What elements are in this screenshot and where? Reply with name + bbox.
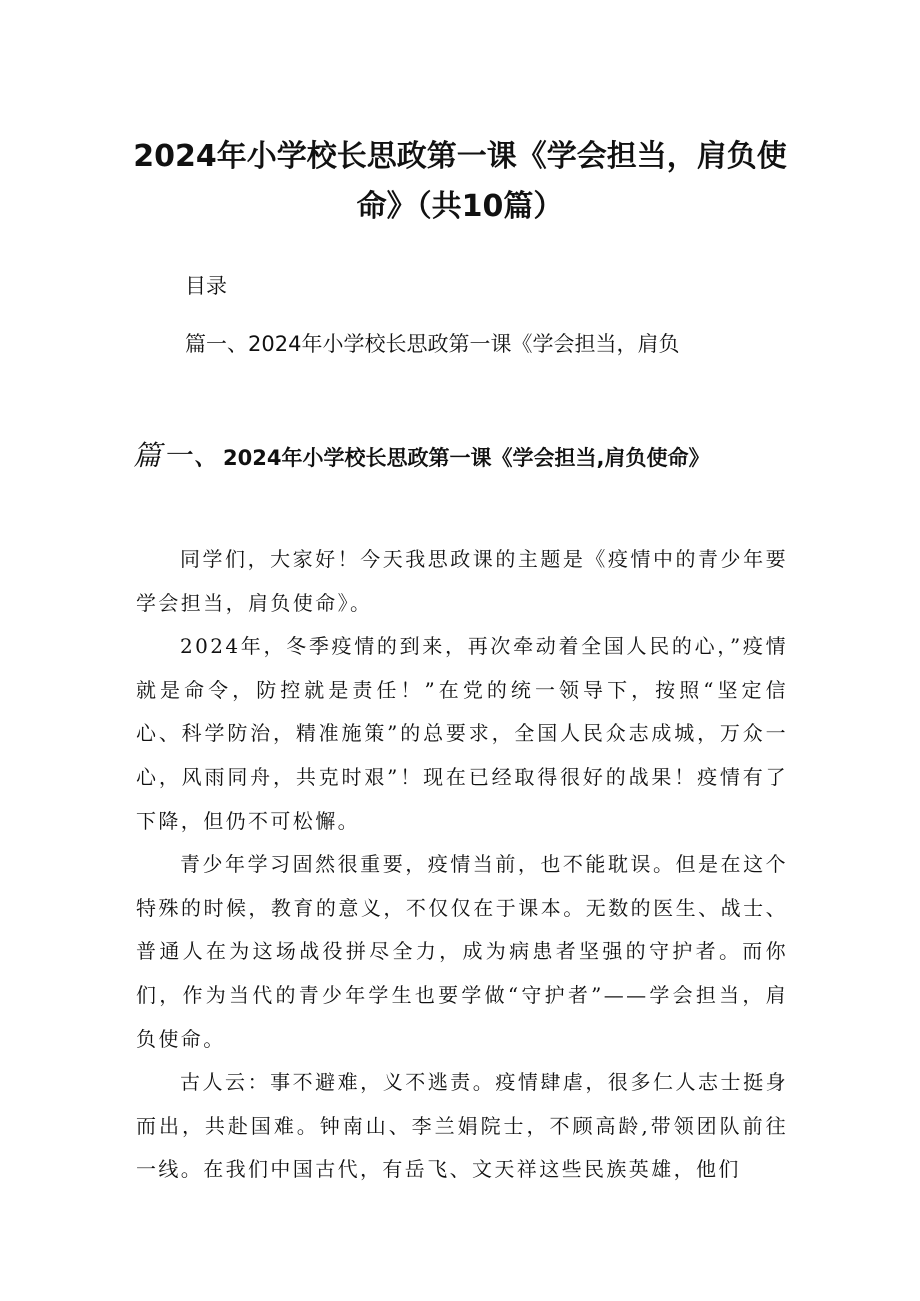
section-heading [133,436,833,478]
section-heading-prefix: 篇一、 [133,439,224,472]
paragraph: 同学们，大家好！今天我思政课的主题是《疫情中的青少年要学会担当，肩负使命》。 [136,547,788,615]
document-title: 2024年小学校长思政第一课《学会担当，肩负使命》（共10篇） [133,139,787,224]
toc-label: 目录 [185,274,227,298]
paragraph: 青少年学习固然很重要，疫情当前，也不能耽误。但是在这个特殊的时候，教育的意义，不仅仅在于课本。无数的医生、战士、普通人在为这场战役拼尽全力，成为病患者坚强的守护者。而你们，作为当代的青少年学生也要学做“守护者”——学会担当，肩负使命。 [136,852,788,1051]
paragraph: 古人云：事不避难，义不逃责。疫情肆虐，很多仁人志士挺身而出，共赴国难。钟南山、李兰娟院士，不顾高龄,带领团队前往一线。在我们中国古代，有岳飞、文天祥这些民族英雄，他们 [136,1070,788,1182]
paragraph: 2024年，冬季疫情的到来，再次牵动着全国人民的心，”疫情就是命令，防控就是责任！”在党的统一领导下，按照“坚定信心、科学防治，精准施策”的总要求，全国人民众志成城，万众一心，风雨同舟，共克时艰”！现在已经取得很好的战果！疫情有了下降，但仍不可松懈。 [136,634,788,833]
section-heading-text: 2024年小学校长思政第一课《学会担当,肩负使命》 [223,446,710,470]
toc-item-1[interactable]: 篇一、2024年小学校长思政第一课《学会担当，肩负 [185,332,680,356]
section-body [136,538,788,1192]
